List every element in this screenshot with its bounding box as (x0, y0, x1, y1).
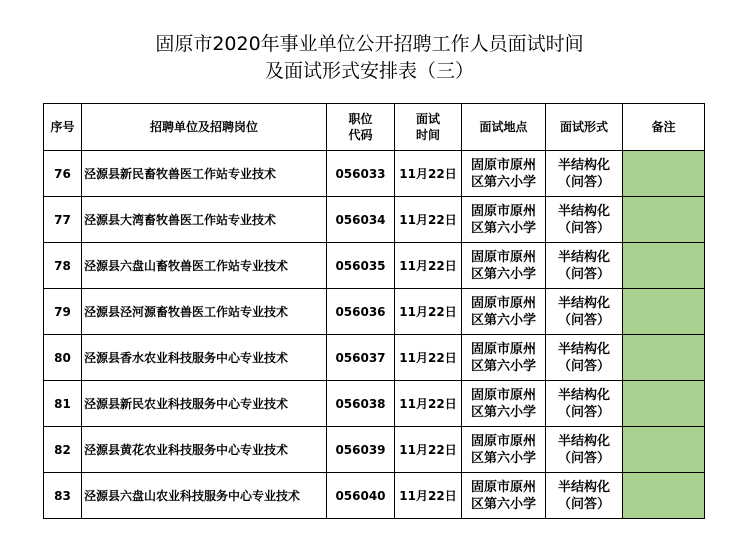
page-title-line-2: 及面试形式安排表（三） (264, 60, 474, 82)
cell-code: 056036 (327, 289, 395, 335)
cell-location (462, 289, 546, 335)
cell-format-line-1: 半结构化 (557, 249, 610, 265)
cell-code: 056040 (327, 473, 395, 519)
header-time (395, 104, 462, 151)
cell-date: 11月22日 (395, 197, 462, 243)
header-code-line-2: 代码 (348, 128, 373, 142)
cell-seq: 78 (44, 243, 82, 289)
table-row (44, 243, 705, 289)
table-row (44, 381, 705, 427)
cell-format-line-2: （问答） (557, 174, 610, 190)
cell-date: 11月22日 (395, 335, 462, 381)
cell-location-line-1: 固原市原州 (470, 433, 536, 449)
cell-format (546, 289, 623, 335)
cell-location (462, 335, 546, 381)
cell-format (546, 335, 623, 381)
cell-location-line-2: 区第六小学 (470, 404, 536, 420)
cell-location-line-2: 区第六小学 (470, 358, 536, 374)
header-code-line-1: 职位 (348, 112, 373, 126)
cell-note (623, 151, 705, 197)
cell-seq: 80 (44, 335, 82, 381)
cell-location-line-2: 区第六小学 (470, 266, 536, 282)
cell-format-line-2: （问答） (557, 312, 610, 328)
header-note: 备注 (623, 104, 705, 151)
header-time-line-2: 时间 (415, 128, 440, 142)
cell-location-line-2: 区第六小学 (470, 312, 536, 328)
cell-location-line-1: 固原市原州 (470, 203, 536, 219)
cell-unit: 泾源县新民农业科技服务中心专业技术 (82, 381, 327, 427)
table-row (44, 151, 705, 197)
cell-format-line-2: （问答） (557, 450, 610, 466)
cell-format (546, 473, 623, 519)
table-row (44, 427, 705, 473)
cell-location (462, 197, 546, 243)
cell-location-line-1: 固原市原州 (470, 341, 536, 357)
table-row (44, 473, 705, 519)
cell-location (462, 381, 546, 427)
cell-location (462, 151, 546, 197)
cell-format-line-1: 半结构化 (557, 203, 610, 219)
table-row (44, 289, 705, 335)
cell-unit: 泾源县黄花农业科技服务中心专业技术 (82, 427, 327, 473)
cell-date: 11月22日 (395, 151, 462, 197)
cell-unit: 泾源县六盘山畜牧兽医工作站专业技术 (82, 243, 327, 289)
cell-seq: 79 (44, 289, 82, 335)
cell-format-line-1: 半结构化 (557, 479, 610, 495)
cell-location-line-1: 固原市原州 (470, 387, 536, 403)
cell-date: 11月22日 (395, 243, 462, 289)
cell-code: 056037 (327, 335, 395, 381)
cell-format-line-1: 半结构化 (557, 295, 610, 311)
header-format: 面试形式 (546, 104, 623, 151)
cell-format-line-2: （问答） (557, 266, 610, 282)
cell-location-line-2: 区第六小学 (470, 450, 536, 466)
header-time-line-1: 面试 (415, 112, 440, 126)
cell-format (546, 197, 623, 243)
table-row (44, 197, 705, 243)
cell-code: 056033 (327, 151, 395, 197)
cell-date: 11月22日 (395, 289, 462, 335)
cell-unit: 泾源县六盘山农业科技服务中心专业技术 (82, 473, 327, 519)
cell-code: 056038 (327, 381, 395, 427)
cell-format-line-1: 半结构化 (557, 433, 610, 449)
cell-location-line-1: 固原市原州 (470, 249, 536, 265)
cell-format-line-1: 半结构化 (557, 387, 610, 403)
cell-note (623, 335, 705, 381)
cell-location-line-2: 区第六小学 (470, 220, 536, 236)
cell-note (623, 427, 705, 473)
cell-code: 056034 (327, 197, 395, 243)
page-title-line-1: 固原市2020年事业单位公开招聘工作人员面试时间 (155, 33, 584, 55)
cell-location-line-1: 固原市原州 (470, 157, 536, 173)
cell-seq: 76 (44, 151, 82, 197)
cell-format (546, 381, 623, 427)
cell-format-line-1: 半结构化 (557, 341, 610, 357)
cell-format (546, 427, 623, 473)
cell-seq: 81 (44, 381, 82, 427)
cell-note (623, 197, 705, 243)
cell-date: 11月22日 (395, 427, 462, 473)
table-header-row (44, 104, 705, 151)
cell-format-line-2: （问答） (557, 496, 610, 512)
cell-format-line-2: （问答） (557, 358, 610, 374)
cell-date: 11月22日 (395, 473, 462, 519)
cell-location-line-1: 固原市原州 (470, 295, 536, 311)
cell-location-line-2: 区第六小学 (470, 496, 536, 512)
header-unit: 招聘单位及招聘岗位 (82, 104, 327, 151)
cell-location (462, 473, 546, 519)
cell-location-line-2: 区第六小学 (470, 174, 536, 190)
cell-location (462, 427, 546, 473)
cell-unit: 泾源县泾河源畜牧兽医工作站专业技术 (82, 289, 327, 335)
cell-format (546, 243, 623, 289)
cell-format-line-2: （问答） (557, 404, 610, 420)
cell-format (546, 151, 623, 197)
cell-note (623, 289, 705, 335)
cell-format-line-2: （问答） (557, 220, 610, 236)
cell-date: 11月22日 (395, 381, 462, 427)
cell-code: 056039 (327, 427, 395, 473)
cell-seq: 82 (44, 427, 82, 473)
cell-code: 056035 (327, 243, 395, 289)
cell-location-line-1: 固原市原州 (470, 479, 536, 495)
header-code (327, 104, 395, 151)
cell-note (623, 243, 705, 289)
header-location: 面试地点 (462, 104, 546, 151)
header-seq: 序号 (44, 104, 82, 151)
cell-unit: 泾源县香水农业科技服务中心专业技术 (82, 335, 327, 381)
table-row (44, 335, 705, 381)
cell-location (462, 243, 546, 289)
cell-note (623, 473, 705, 519)
cell-unit: 泾源县新民畜牧兽医工作站专业技术 (82, 151, 327, 197)
cell-seq: 83 (44, 473, 82, 519)
interview-schedule-table (43, 103, 705, 519)
cell-format-line-1: 半结构化 (557, 157, 610, 173)
cell-note (623, 381, 705, 427)
cell-seq: 77 (44, 197, 82, 243)
cell-unit: 泾源县大湾畜牧兽医工作站专业技术 (82, 197, 327, 243)
